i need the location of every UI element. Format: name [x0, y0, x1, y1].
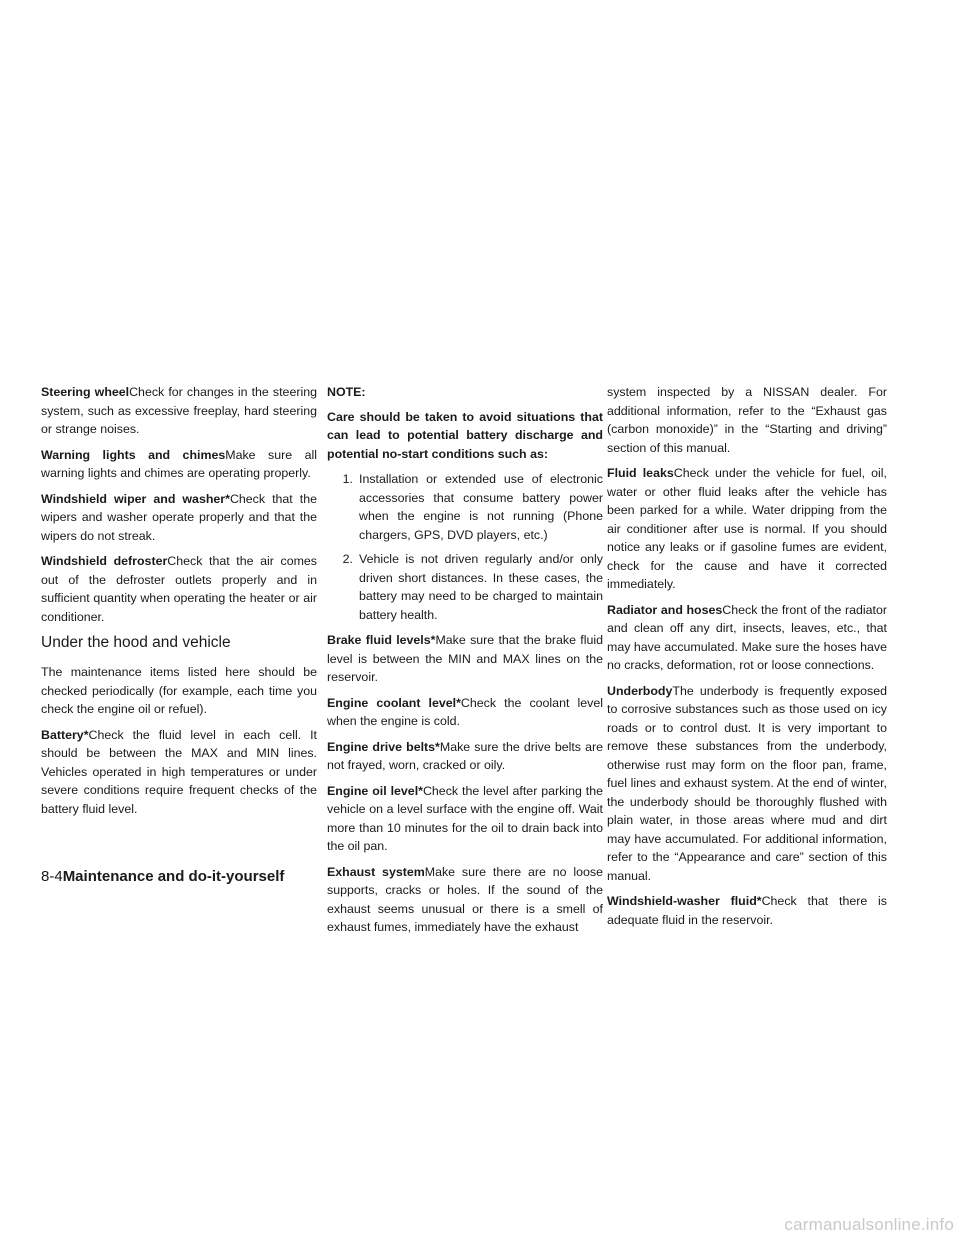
- item-washer-fluid: [607, 892, 887, 929]
- section-intro: The maintenance items listed here should be checked periodically (for example, each time you check the engine oil or refuel).: [41, 665, 317, 716]
- item-wiper-washer: [41, 490, 317, 546]
- item-text: Check the fluid level in each cell. It should be between the MAX and MIN lines. Vehicles operated in high temperatures or under severe conditions require frequent checks of the battery fluid level.: [41, 727, 317, 816]
- exhaust-continued: system inspected by a NISSAN dealer. For additional information, refer to the “Exhaust gas (carbon monoxide)” in the “Starting and driving” section of this manual.: [607, 385, 887, 455]
- column-middle: [327, 383, 603, 944]
- item-label: Fluid leaks: [607, 466, 674, 480]
- item-fluid-leaks: [607, 464, 887, 594]
- item-text: Check the coolant level when the engine is cold.: [327, 695, 603, 728]
- item-oil-level: [327, 782, 603, 856]
- item-text: Check that the air comes out of the defroster outlets properly and in sufficient quantity when operating the heater or air conditioner.: [41, 554, 317, 624]
- note-title: NOTE:: [327, 385, 366, 399]
- item-label: Windshield-washer fluid*: [607, 894, 762, 908]
- list-item: [327, 550, 603, 624]
- list-item: [327, 470, 603, 544]
- item-text: Make sure the drive belts are not frayed, worn, cracked or oily.: [327, 739, 604, 772]
- item-label: Exhaust system: [327, 864, 425, 879]
- item-text: Make sure there are no loose supports, cracks or holes. If the sound of the exhaust seems unusual or there is a smell of exhaust fumes, immediately have the exhaust: [327, 864, 603, 934]
- column-left: [41, 383, 317, 825]
- item-text: Make sure all warning lights and chimes are operating properly.: [41, 447, 317, 480]
- item-label: Engine drive belts*: [327, 739, 440, 754]
- note-text: Care should be taken to avoid situations that can lead to potential battery discharge and potential no-start conditions such as:: [327, 409, 603, 461]
- list-text: Installation or extended use of electronic accessories that consume battery power when the engine is not running (Phone chargers, GPS, DVD players, etc.): [359, 472, 603, 542]
- section-title: Under the hood and vehicle: [41, 634, 231, 651]
- item-text: Make sure that the brake fluid level is between the MIN and MAX lines on the reservoir.: [327, 633, 603, 684]
- list-number: 2.: [342, 552, 353, 566]
- item-label: Battery*: [41, 727, 89, 742]
- list-text: Vehicle is not driven regularly and/or only driven short distances. In these cases, the battery may need to be charged to maintain battery health.: [359, 552, 603, 622]
- item-label: Brake fluid levels*: [327, 633, 436, 647]
- item-text: Check the level after parking the vehicle on a level surface with the engine off. Wait more than 10 minutes for the oil to drain back into the oil pan.: [327, 783, 603, 853]
- item-exhaust: [327, 863, 603, 937]
- item-radiator: [607, 601, 887, 675]
- page-footer: [41, 867, 284, 887]
- page-number: 8-4: [41, 868, 63, 885]
- item-label: Warning lights and chimes: [41, 447, 226, 462]
- item-text: Check the front of the radiator and clean off any dirt, insects, leaves, etc., that may have accumulated. Make sure the hoses have no cracks, deformation, rot or loose connections.: [607, 602, 887, 672]
- list-number: 1.: [342, 472, 353, 486]
- item-text: Check that there is adequate fluid in the reservoir.: [607, 894, 888, 927]
- item-coolant: [327, 694, 603, 731]
- item-label: Windshield defroster: [41, 554, 168, 568]
- item-label: Steering wheel: [41, 385, 130, 399]
- item-brake-fluid: [327, 631, 603, 687]
- column-right: [607, 383, 887, 936]
- item-steering-wheel: [41, 383, 317, 439]
- note-list: [327, 470, 603, 624]
- item-label: Radiator and hoses: [607, 602, 723, 617]
- item-text: Check that the wipers and washer operate properly and that the wipers do not streak.: [41, 491, 317, 543]
- item-drive-belts: [327, 738, 603, 775]
- footer-section-title: Maintenance and do-it-yourself: [62, 868, 285, 885]
- item-text: Check for changes in the steering system, such as excessive freeplay, hard steering or strange noises.: [41, 385, 317, 436]
- item-label: Engine oil level*: [327, 783, 423, 798]
- item-battery: [41, 726, 317, 819]
- item-text: Check under the vehicle for fuel, oil, water or other fluid leaks after the vehicle has been parked for a while. Water dripping from the air conditioner after use is normal. If you should notice any leaks or if gasoline fumes are evident, check for the cause and have it corrected immediately.: [607, 466, 888, 591]
- item-text: The underbody is frequently exposed to corrosive substances such as those used on icy roads or to control dust. It is very important to remove these substances from the underbody, otherwise rust may form on the floor pan, frame, fuel lines and exhaust system. At the end of winter, the underbody should be thoroughly flushed with plain water, in those areas where mud and dirt may have accumulated. For additional information, refer to the “Appearance and care” section of this manual.: [607, 683, 887, 883]
- watermark: carmanualsonline.info: [784, 1215, 954, 1234]
- item-label: Windshield wiper and washer*: [41, 491, 230, 506]
- item-label: Engine coolant level*: [327, 695, 461, 710]
- item-warning-lights: [41, 446, 317, 483]
- item-defroster: [41, 552, 317, 626]
- item-label: Underbody: [607, 683, 673, 698]
- item-underbody: [607, 682, 887, 886]
